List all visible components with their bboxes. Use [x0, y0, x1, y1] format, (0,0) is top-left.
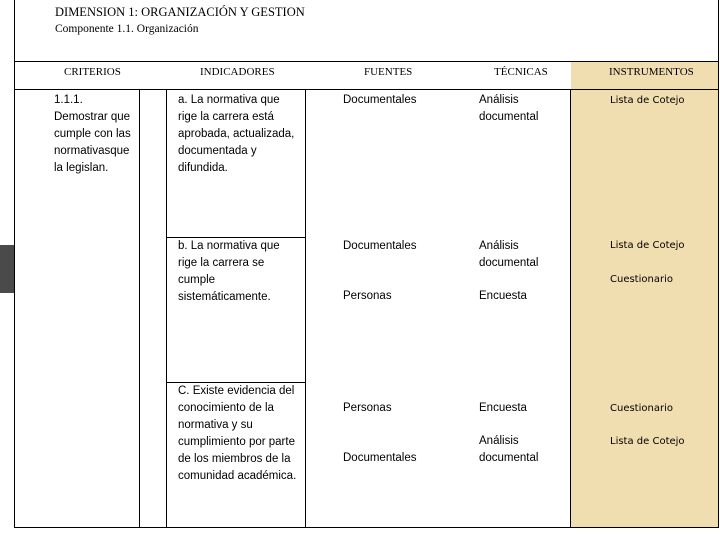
fuente-c-2: Documentales: [343, 452, 417, 464]
indicador-b: b. La normativa que rige la carrera se cumple sistemáticamente.: [178, 240, 280, 303]
fuente-b-2: Personas: [343, 290, 392, 302]
tecnica-b-2: Encuesta: [479, 290, 527, 302]
indicador-c: C. Existe evidencia del conocimiento de la normativa y su cumplimiento por parte de los miembros de la comunidad académica.: [178, 385, 297, 482]
tecnica-a-1: Análisis documental: [479, 94, 539, 123]
column-header-tecnicas: TÉCNICAS: [494, 66, 548, 78]
fuente-c-1: Personas: [343, 402, 392, 414]
instrumento-c-2: Lista de Cotejo: [610, 436, 685, 447]
instrumento-b-2: Cuestionario: [610, 274, 673, 285]
table-bottom-border: [14, 527, 719, 528]
col-divider-4: [570, 90, 571, 527]
criterio-text: 1.1.1. Demostrar que cumple con las normativasque la legislan.: [54, 94, 131, 174]
dimension-header: [14, 0, 719, 62]
column-header-instrumentos: INSTRUMENTOS: [609, 66, 694, 78]
slide-edge-mark: [0, 245, 14, 293]
tecnica-c-2: Análisis documental: [479, 435, 539, 464]
tecnica-c-1: Encuesta: [479, 402, 527, 414]
instrumento-c-1: Cuestionario: [610, 403, 673, 414]
fuente-a-1: Documentales: [343, 94, 417, 106]
column-header-criterios: CRITERIOS: [64, 66, 121, 78]
instrumento-a-1: Lista de Cotejo: [610, 95, 685, 106]
fuente-b-1: Documentales: [343, 240, 417, 252]
column-header-indicadores: INDICADORES: [200, 66, 275, 78]
column-header-fuentes: FUENTES: [364, 66, 413, 78]
header-row-divider: [14, 89, 719, 90]
instrumento-b-1: Lista de Cotejo: [610, 240, 685, 251]
col-divider-2: [166, 90, 167, 527]
tecnica-b-1: Análisis documental: [479, 240, 539, 269]
dimension-title: DIMENSION 1: ORGANIZACIÓN Y GESTION: [55, 5, 305, 19]
indicador-a: a. La normativa que rige la carrera está aprobada, actualizada, documentada y difundida.: [178, 94, 295, 174]
component-subtitle: Componente 1.1. Organización: [55, 23, 199, 35]
